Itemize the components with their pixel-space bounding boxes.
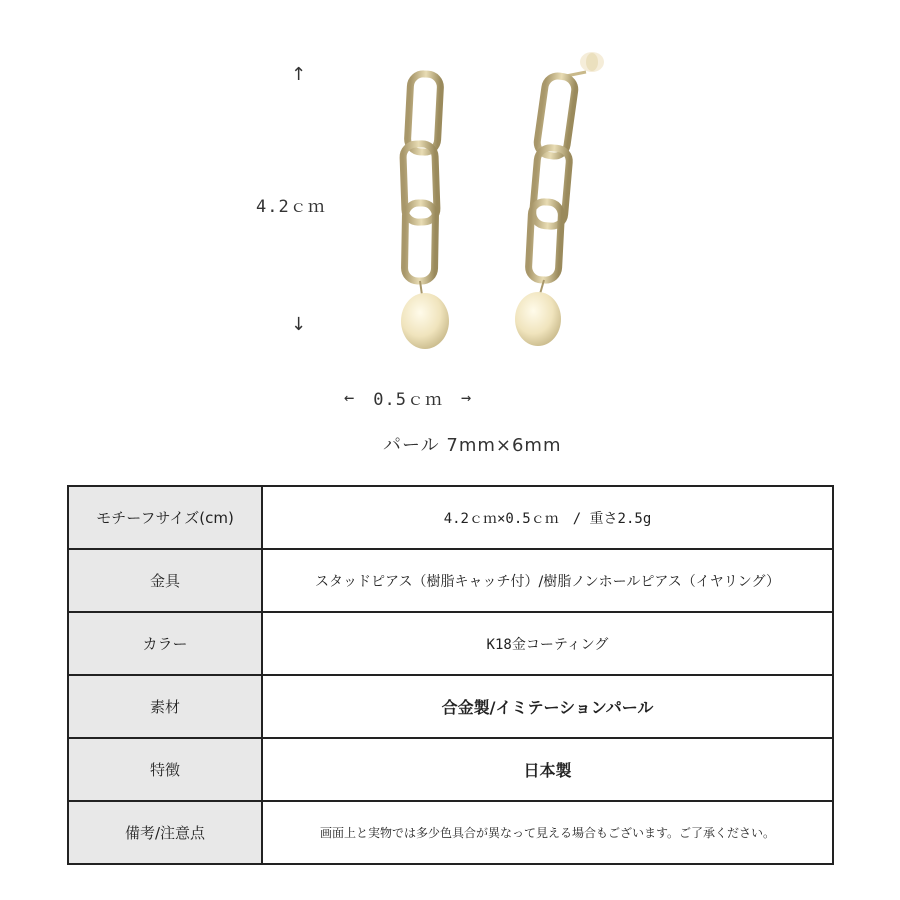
spec-value-fitting: スタッドピアス（樹脂キャッチ付）/樹脂ノンホールピアス（イヤリング） [262,549,833,612]
right-earring [515,52,604,346]
spec-value-color: K18金コーティング [262,612,833,675]
table-row [68,612,833,675]
spec-value-motif-size: 4.2ｃｍ×0.5ｃｍ / 重さ2.5g [262,486,833,549]
chain-link [528,201,562,280]
table-row [68,801,833,864]
arrow-down-icon: ↓ [291,314,307,335]
resin-catch [580,52,604,72]
pearl-size-label: パール 7mm×6mm [383,435,562,456]
arrow-left-icon: ← [344,387,356,408]
table-row [68,738,833,801]
spec-key-fitting: 金具 [68,549,262,612]
width-dimension [344,385,472,410]
pearl [515,292,561,346]
spec-value-notes: 画面上と実物では多少色具合が異なって見える場合もございます。ご了承ください。 [262,801,833,864]
spec-value-material: 合金製/イミテーションパール [262,675,833,738]
pearl [401,293,449,349]
width-dimension-label: 0.5ｃｍ [373,390,443,410]
height-dimension-label: 4.2ｃｍ [256,197,326,217]
table-row [68,675,833,738]
spec-key-motif-size: モチーフサイズ(cm) [68,486,262,549]
arrow-up-icon: ↑ [291,64,307,85]
spec-table [67,485,834,865]
left-earring [401,73,449,349]
table-row [68,549,833,612]
chain-link [404,203,435,282]
spec-key-notes: 備考/注意点 [68,801,262,864]
spec-key-feature: 特徴 [68,738,262,801]
spec-key-color: カラー [68,612,262,675]
table-row [68,486,833,549]
arrow-right-icon: → [460,387,473,408]
spec-key-material: 素材 [68,675,262,738]
spec-value-feature: 日本製 [262,738,833,801]
